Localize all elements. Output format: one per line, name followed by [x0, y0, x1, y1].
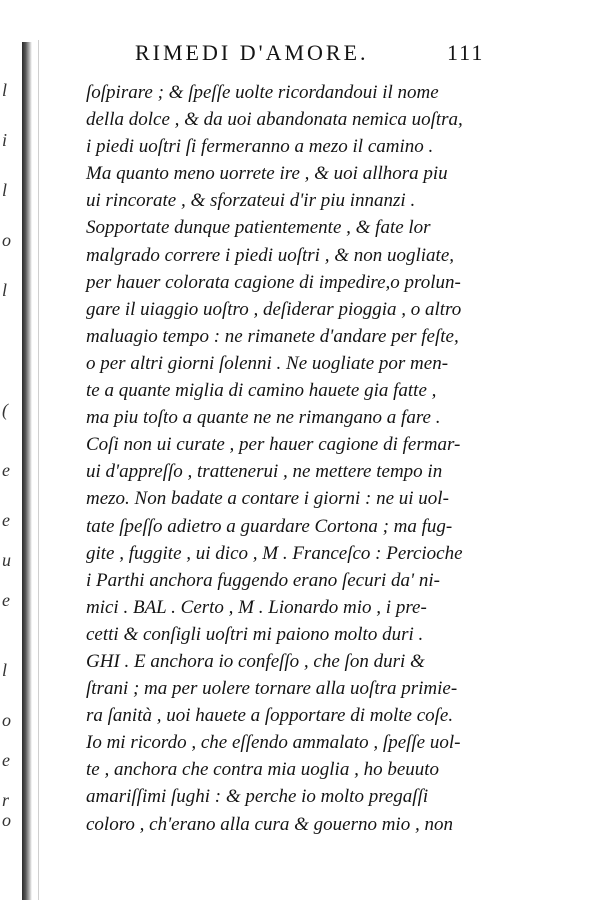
text-line: i Parthi anchora fuggendo erano ſecuri da' ni- — [86, 569, 440, 591]
text-line: per hauer colorata cagione di impedire,o prolun- — [86, 271, 461, 293]
text-line: ma piu toſto a quante ne ne rimangano a fare . — [86, 407, 441, 429]
bleed-glyph: e — [2, 510, 10, 530]
bleed-glyph: e — [2, 750, 10, 770]
bleed-glyph: e — [2, 460, 10, 480]
facing-page-bleed — [0, 70, 18, 830]
text-line: cetti & conſigli uoſtri mi paiono molto duri . — [86, 623, 424, 645]
bleed-glyph: l — [2, 180, 8, 200]
running-title: RIMEDI D'AMORE. — [135, 40, 369, 65]
text-line: gite , fuggite , ui dico , M . Franceſco : Percioche — [86, 542, 463, 564]
text-line: o per altri giorni ſolenni . Ne uogliate por men- — [86, 352, 449, 374]
bleed-glyph: o — [2, 810, 11, 830]
bleed-glyph: l — [2, 280, 8, 300]
page-number: 111 — [447, 40, 485, 65]
text-line: malgrado correre i piedi uoſtri , & non uogliate, — [86, 244, 455, 266]
page-header — [135, 40, 535, 70]
text-line: te a quante miglia di camino hauete gia fatte , — [86, 380, 437, 402]
text-line: ra ſanità , uoi hauete a ſopportare di molte coſe. — [86, 705, 454, 727]
text-line: gare il uiaggio uoſtro , deſiderar pioggia , o altro — [86, 298, 462, 320]
text-line: amariſſimi ſughi : & perche io molto pregaſſi — [86, 786, 429, 808]
text-line: Ma quanto meno uorrete ire , & uoi allhora piu — [86, 163, 448, 185]
text-line: GHI . E anchora io confeſſo , che ſon duri & — [86, 650, 425, 672]
text-line: ui rincorate , & sforzateui d'ir piu innanzi . — [86, 190, 416, 212]
text-line: Coſi non ui curate , per hauer cagione di fermar- — [86, 434, 461, 456]
bleed-glyph: l — [2, 660, 8, 680]
bleed-glyph: l — [2, 80, 8, 100]
binding-gutter-shadow — [22, 42, 32, 900]
bleed-glyph: ( — [2, 400, 8, 420]
bleed-glyph: e — [2, 590, 10, 610]
bleed-glyph: o — [2, 230, 11, 250]
text-line: ſoſpirare ; & ſpeſſe uolte ricordandoui il nome — [86, 82, 439, 103]
text-line: mici . BAL . Certo , M . Lionardo mio , i pre- — [86, 596, 427, 618]
text-line: Io mi ricordo , che eſſendo ammalato , ſpeſſe uol- — [86, 732, 461, 754]
bleed-glyph: r — [2, 790, 10, 810]
text-line: mezo. Non badate a contare i giorni : ne ui uol- — [86, 488, 449, 510]
text-line: coloro , ch'erano alla cura & gouerno mio , non — [86, 813, 453, 835]
body-text — [86, 79, 526, 838]
text-line: ſtrani ; ma per uolere tornare alla uoſtra primie- — [86, 678, 458, 700]
bleed-glyph: u — [2, 550, 11, 570]
text-line: ui d'appreſſo , trattenerui , ne mettere tempo in — [86, 461, 443, 483]
text-line: Sopportate dunque patientemente , & fate lor — [86, 217, 431, 239]
text-line: te , anchora che contra mia uoglia , ho beuuto — [86, 759, 440, 781]
text-line: tate ſpeſſo adietro a guardare Cortona ; ma fug- — [86, 515, 453, 537]
gutter-rule — [38, 40, 39, 900]
text-line: della dolce , & da uoi abandonata nemica uoſtra, — [86, 109, 463, 131]
bleed-glyph: o — [2, 710, 11, 730]
text-line: i piedi uoſtri ſi fermeranno a mezo il camino . — [86, 136, 434, 158]
bleed-glyph: i — [2, 130, 8, 150]
text-line: maluagio tempo : ne rimanete d'andare per feſte, — [86, 325, 459, 347]
